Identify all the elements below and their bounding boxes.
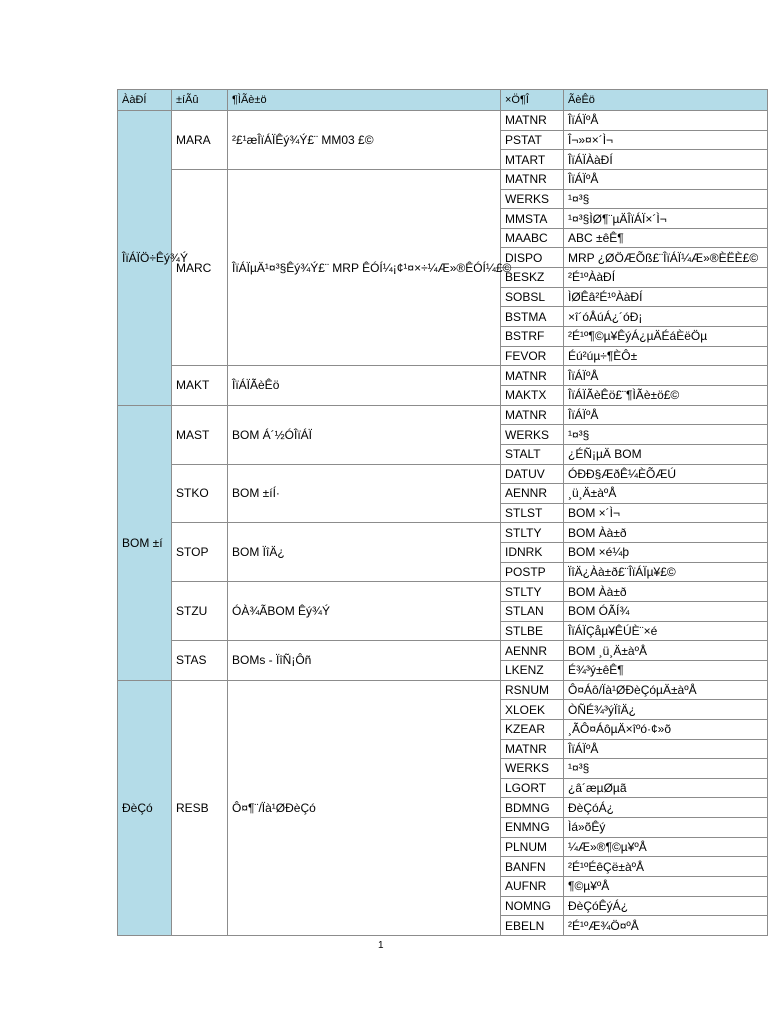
header-short-desc: ¶ÌÃè±ö (228, 90, 501, 111)
table-row (118, 366, 768, 386)
field-desc-cell: Ìá»õÊý (564, 818, 768, 838)
field-name-cell: PSTAT (501, 130, 564, 150)
table-desc-cell: ÎïÁÏµÄ¹¤³§Êý¾Ý£¨ MRP ÊÓÍ¼¡¢¹¤×÷¼Æ»®ÊÓÍ¼£© (228, 169, 501, 365)
field-reference-table (117, 89, 768, 936)
field-desc-cell: ÓÐÐ§ÆðÊ¼ÈÕÆÚ (564, 464, 768, 484)
field-desc-cell: ¸ÃÔ¤ÁôµÄ×îºó·¢»õ (564, 719, 768, 739)
field-name-cell: POSTP (501, 562, 564, 582)
table-desc-cell: Ô¤¶¨/Ïà¹ØÐèÇó (228, 680, 501, 935)
field-name-cell: BESKZ (501, 268, 564, 288)
field-desc-cell: ¼Æ»®¶©µ¥ºÅ (564, 837, 768, 857)
field-name-cell: STLAN (501, 602, 564, 622)
field-desc-cell: BOM ×´Ì¬ (564, 503, 768, 523)
table-name-cell: STAS (172, 641, 228, 680)
field-desc-cell: ¸ü¸Ä±àºÅ (564, 484, 768, 504)
table-name-cell: STKO (172, 464, 228, 523)
field-desc-cell: ¹¤³§ (564, 425, 768, 445)
table-name-cell: MAST (172, 405, 228, 464)
table-desc-cell: ÓÀ¾ÃBOM Êý¾Ý (228, 582, 501, 641)
field-desc-cell: BOM ×é¼þ (564, 543, 768, 563)
field-desc-cell: É¾³ý±êÊ¶ (564, 660, 768, 680)
field-name-cell: MATNR (501, 405, 564, 425)
field-desc-cell: ÎïÁÏºÅ (564, 739, 768, 759)
table-name-cell: STOP (172, 523, 228, 582)
table-body (118, 111, 768, 936)
field-desc-cell: ÎïÁÏÃèÊö£¨¶ÌÃè±ö£© (564, 385, 768, 405)
field-desc-cell: ÎïÁÏºÅ (564, 111, 768, 131)
table-desc-cell: BOMs - ÏîÑ¡Ôñ (228, 641, 501, 680)
field-desc-cell: ²É¹ºÉêÇë±àºÅ (564, 857, 768, 877)
page-number: 1 (378, 940, 384, 951)
field-desc-cell: ²É¹ºÀàÐÍ (564, 268, 768, 288)
field-name-cell: PLNUM (501, 837, 564, 857)
field-name-cell: MATNR (501, 111, 564, 131)
table-row (118, 523, 768, 543)
field-desc-cell: ÎïÁÏºÅ (564, 405, 768, 425)
field-name-cell: STLTY (501, 582, 564, 602)
field-desc-cell: ¹¤³§ÌØ¶¨µÄÎïÁÏ×´Ì¬ (564, 209, 768, 229)
field-name-cell: ENMNG (501, 818, 564, 838)
field-name-cell: BSTRF (501, 327, 564, 347)
field-name-cell: STLBE (501, 621, 564, 641)
field-name-cell: WERKS (501, 425, 564, 445)
field-desc-cell: ¿ÉÑ¡µÄ BOM (564, 444, 768, 464)
header-table-name: ±íÃû (172, 90, 228, 111)
field-name-cell: IDNRK (501, 543, 564, 563)
table-row (118, 405, 768, 425)
category-cell: ÎïÁÏÖ÷Êý¾Ý (118, 111, 172, 406)
table-row (118, 582, 768, 602)
field-name-cell: MATNR (501, 366, 564, 386)
table-desc-cell: BOM ÏîÄ¿ (228, 523, 501, 582)
category-cell: ÐèÇó (118, 680, 172, 935)
table-row (118, 111, 768, 131)
field-name-cell: AENNR (501, 641, 564, 661)
table-desc-cell: ²£¹æÎïÁÏÊý¾Ý£¨ MM03 £© (228, 111, 501, 170)
table-desc-cell: BOM Á´½ÓÎïÁÏ (228, 405, 501, 464)
field-desc-cell: ÎïÁÏºÅ (564, 366, 768, 386)
field-name-cell: FEVOR (501, 346, 564, 366)
table-row (118, 680, 768, 700)
field-name-cell: LGORT (501, 778, 564, 798)
field-desc-cell: BOM ¸ü¸Ä±àºÅ (564, 641, 768, 661)
field-desc-cell: ×î´óÅúÁ¿´óÐ¡ (564, 307, 768, 327)
field-name-cell: MTART (501, 150, 564, 170)
field-desc-cell: BOM Àà±ð (564, 582, 768, 602)
field-name-cell: MMSTA (501, 209, 564, 229)
field-desc-cell: ¹¤³§ (564, 759, 768, 779)
field-name-cell: MATNR (501, 739, 564, 759)
field-desc-cell: ÎïÁÏºÅ (564, 169, 768, 189)
field-name-cell: AUFNR (501, 876, 564, 896)
header-field: ×Ö¶Î (501, 90, 564, 111)
field-desc-cell: ²É¹º¶©µ¥ÊýÁ¿µÄÉáÈëÖµ (564, 327, 768, 347)
field-desc-cell: ¿â´æµØµã (564, 778, 768, 798)
field-name-cell: MAKTX (501, 385, 564, 405)
field-desc-cell: MRP ¿ØÖÆÕß£¨ÎïÁÏ¼Æ»®ÈËÈ£© (564, 248, 768, 268)
field-desc-cell: Éú²úµ÷¶ÈÔ± (564, 346, 768, 366)
field-desc-cell: ¶©µ¥ºÅ (564, 876, 768, 896)
table-desc-cell: ÎïÁÏÃèÊö (228, 366, 501, 405)
field-name-cell: SOBSL (501, 287, 564, 307)
field-name-cell: WERKS (501, 189, 564, 209)
field-name-cell: WERKS (501, 759, 564, 779)
table-desc-cell: BOM ±íÍ· (228, 464, 501, 523)
field-name-cell: XLOEK (501, 700, 564, 720)
field-name-cell: DISPO (501, 248, 564, 268)
table-name-cell: MARC (172, 169, 228, 365)
field-desc-cell: ÐèÇóÁ¿ (564, 798, 768, 818)
table-name-cell: STZU (172, 582, 228, 641)
field-name-cell: BSTMA (501, 307, 564, 327)
field-desc-cell: ²É¹ºÆ¾Ö¤ºÅ (564, 916, 768, 936)
table-row (118, 641, 768, 661)
field-name-cell: STLTY (501, 523, 564, 543)
field-desc-cell: Î¬»¤×´Ì¬ (564, 130, 768, 150)
field-desc-cell: ÐèÇóÊýÁ¿ (564, 896, 768, 916)
table-name-cell: MARA (172, 111, 228, 170)
table-header-row (118, 90, 768, 111)
header-category: ÀàÐÍ (118, 90, 172, 111)
field-desc-cell: Ô¤Áô/Ïà¹ØÐèÇóµÄ±àºÅ (564, 680, 768, 700)
field-name-cell: AENNR (501, 484, 564, 504)
field-desc-cell: ¹¤³§ (564, 189, 768, 209)
category-cell: BOM ±í (118, 405, 172, 680)
field-name-cell: MAABC (501, 228, 564, 248)
field-name-cell: STLST (501, 503, 564, 523)
field-desc-cell: ÎïÁÏÀàÐÍ (564, 150, 768, 170)
field-name-cell: BDMNG (501, 798, 564, 818)
field-desc-cell: ÏîÄ¿Àà±ð£¨ÎïÁÏµ¥£© (564, 562, 768, 582)
table-row (118, 169, 768, 189)
field-name-cell: LKENZ (501, 660, 564, 680)
field-desc-cell: BOM Àà±ð (564, 523, 768, 543)
table-name-cell: MAKT (172, 366, 228, 405)
field-name-cell: NOMNG (501, 896, 564, 916)
field-desc-cell: ÒÑÉ¾³ýÏîÄ¿ (564, 700, 768, 720)
field-desc-cell: ÌØÊâ²É¹ºÀàÐÍ (564, 287, 768, 307)
header-field-desc: ÃèÊö (564, 90, 768, 111)
field-name-cell: RSNUM (501, 680, 564, 700)
field-name-cell: KZEAR (501, 719, 564, 739)
field-desc-cell: BOM ÓÃÍ¾ (564, 602, 768, 622)
field-name-cell: STALT (501, 444, 564, 464)
field-desc-cell: ÎïÁÏÇåµ¥ÊÚÈ¨×é (564, 621, 768, 641)
field-name-cell: MATNR (501, 169, 564, 189)
field-name-cell: BANFN (501, 857, 564, 877)
table-name-cell: RESB (172, 680, 228, 935)
table-row (118, 464, 768, 484)
field-name-cell: DATUV (501, 464, 564, 484)
field-name-cell: EBELN (501, 916, 564, 936)
field-desc-cell: ABC ±êÊ¶ (564, 228, 768, 248)
